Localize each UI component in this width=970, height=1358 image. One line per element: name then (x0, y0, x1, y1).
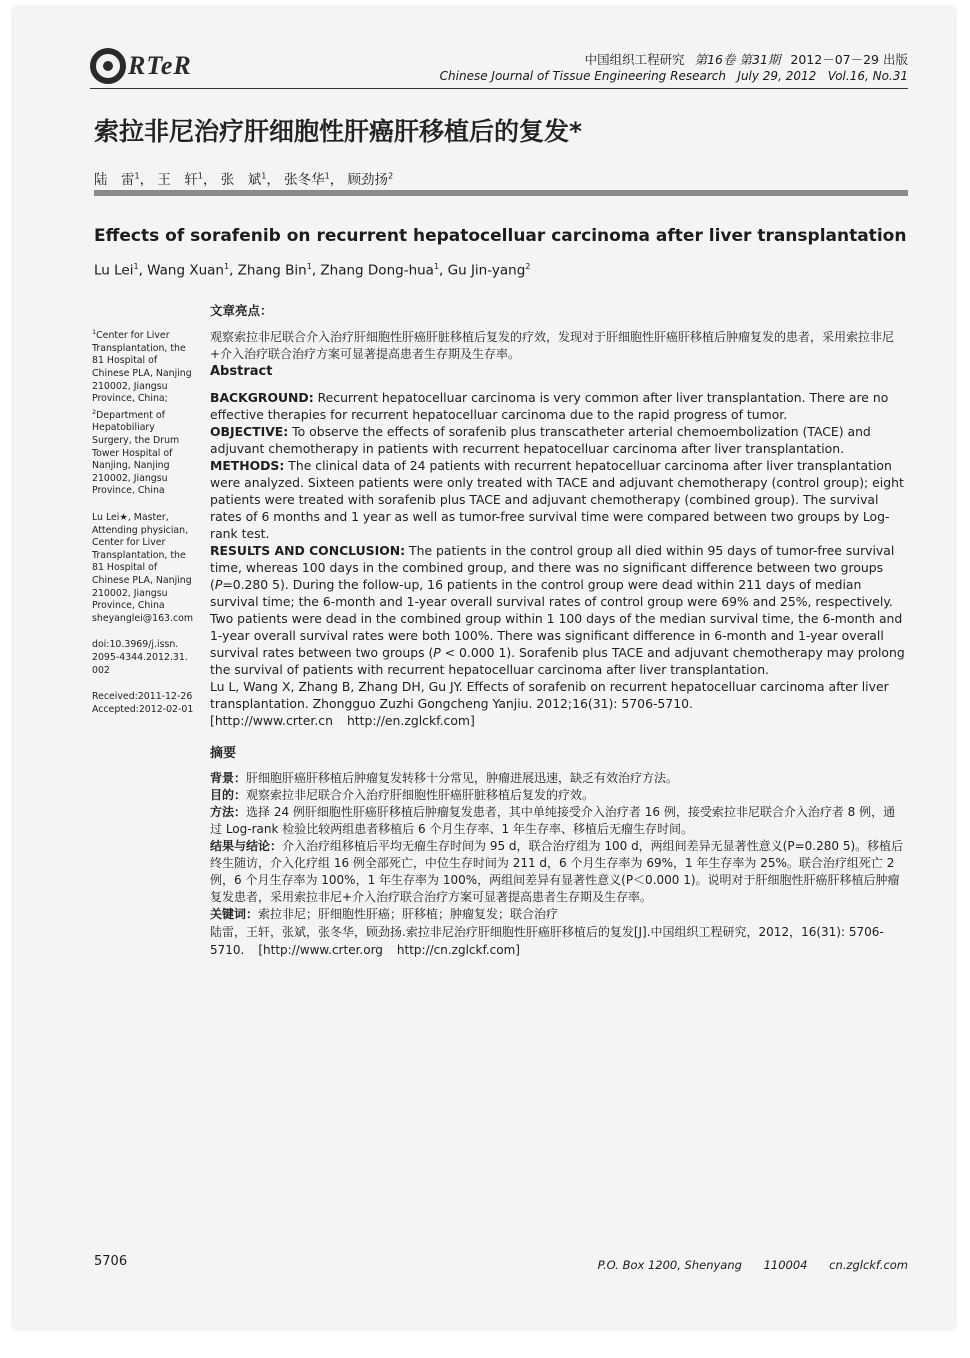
objective-text: To observe the effects of sorafenib plus transcatheter arterial chemoembolization (TACE) and adjuvant chemotherapy in patients with recurrent hepatocelluar carcinoma after liver transplantation. (210, 424, 871, 456)
affiliations (92, 326, 196, 498)
logo-text: RTeR (128, 51, 192, 80)
received-date: Received:2011-12-26 (92, 691, 193, 703)
abstract-cn-methods (210, 804, 906, 838)
logo-mark-icon (90, 48, 126, 84)
keywords (210, 906, 906, 923)
method-label-cn: 方法： (210, 805, 247, 819)
author-cn: 顾劲扬 (347, 172, 389, 188)
footer-website[interactable]: cn.zglckf.com (829, 1258, 908, 1272)
method-text-cn: 选择 24 例肝细胞性肝癌肝移植后肿瘤复发患者，其中单纯接受介入治疗者 16 例，接受索拉非尼联合介入治疗者 8 例，通过 Log-rank 检验比较两组患者移植后 6 个月生存率、1 年生存率、移植后无瘤生存时间。 (210, 805, 896, 836)
methods-text: The clinical data of 24 patients with recurrent hepatocelluar carcinoma after liver transplantation were analyzed. Sixteen patients were only treated with TACE and adjuvant chemotherapy (control group); eight patients were treated with sorafenib plus TACE and adjuvant chemotherapy (combined group). The survival rates of 6 months and 1 year as well as tumor-free survival time were compared between two groups by Log-rank test. (210, 458, 904, 541)
author-affil-sup: 1 (133, 262, 139, 271)
footer-address (580, 1258, 908, 1272)
citation-link[interactable]: [http://www.crter.org (258, 943, 383, 957)
author-affil-sup: 1 (433, 262, 440, 271)
doi: doi:10.3969/j.issn. 2095-4344.2012.31. 002 (92, 639, 188, 676)
author-note-text: Lu Lei★, Master, Attending physician, Center for Liver Transplantation, the 81 Hospital of Chinese PLA, Nanjing 210002, Jiangsu Province, China (92, 511, 192, 612)
p-symbol: P (214, 577, 223, 592)
citation-link[interactable]: [http://www.crter.cn (210, 713, 333, 728)
date-cn: 2012－07－29 出版 (790, 52, 908, 67)
journal-logo (90, 48, 192, 84)
methods-label: METHODS: (210, 458, 285, 473)
date-en: July 29, 2012 (737, 69, 817, 83)
author-affil-sup: 2 (388, 171, 394, 181)
author-affil-sup: 1 (261, 171, 267, 181)
author-cn: 陆 雷 (94, 172, 135, 188)
citation-link[interactable]: http://en.zglckf.com] (346, 713, 475, 728)
volume-en: Vol.16, No.31 (827, 69, 908, 83)
bg-text-cn: 肝细胞肝癌肝移植后肿瘤复发转移十分常见，肿瘤进展迅速，缺乏有效治疗方法。 (246, 771, 679, 785)
author-en: Zhang Bin (237, 262, 307, 279)
results-text: The patients in the control group all died within 95 days of tumor-free survival time, whereas 100 days in the combined group, and there was no significant difference between two groups ( (210, 543, 895, 592)
citation-cn-text: 陆雷，王轩，张斌，张冬华，顾劲扬.索拉非尼治疗肝细胞性肝癌肝移植后的复发[J].中国组织工程研究，2012，16(31): 5706-5710. (210, 925, 884, 957)
abstract-cn-objective (210, 787, 906, 804)
abstract-background (210, 389, 906, 423)
accepted-date: Accepted:2012-02-01 (92, 703, 194, 715)
results-label: RESULTS AND CONCLUSION: (210, 543, 406, 558)
highlights-text: 观察索拉非尼联合介入治疗肝细胞性肝癌肝脏移植后复发的疗效，发现对于肝细胞性肝癌肝移植后肿瘤复发的患者，采用索拉非尼+介入治疗联合治疗方案可显著提高患者生存期及生存率。 (210, 330, 895, 361)
author-affil-sup: 1 (197, 171, 203, 181)
dates (92, 691, 196, 716)
authors-en: Lu Lei$^1$, Wang Xuan$^1$, Zhang Bin$^1$, Zhang Dong-hua$^1$, Gu Jin-yang$^2$ (94, 262, 531, 279)
author-email: sheyanglei@163.com (92, 612, 194, 624)
section-divider (94, 190, 908, 196)
volume-cn: 第16卷 第31期 (694, 52, 781, 67)
background-text: Recurrent hepatocelluar carcinoma is very common after liver transplantation. There are no effective therapies for recurrent hepatocelluar carcinoma due to the rapid progress of tumor. (210, 390, 889, 422)
obj-text-cn: 观察索拉非尼联合介入治疗肝细胞性肝癌肝脏移植后复发的疗效。 (246, 788, 595, 802)
postal-address: P.O. Box 1200, Shenyang (597, 1258, 742, 1272)
authors-cn: 陆 雷$^1$， 王 轩$^1$， 张 斌$^1$， 张冬华$^1$， 顾劲扬$^2$ (94, 171, 394, 188)
abstract-cn-results (210, 838, 906, 906)
citation-text: Lu L, Wang X, Zhang B, Zhang DH, Gu JY. Effects of sorafenib on recurrent hepatocelluar carcinoma after liver transplantation. Zhongguo Zuzhi Gongcheng Yanjiu. 2012;16(31): 5706-5710. (210, 679, 889, 711)
p-symbol: P (433, 645, 441, 660)
affiliation-2: Department of Hepatobiliary Surgery, the Drum Tower Hospital of Nanjing, Nanjing 210002, Jiangsu Province, China (92, 409, 180, 497)
background-label: BACKGROUND: (210, 390, 314, 405)
abstract-methods (210, 457, 906, 542)
citation-cn (210, 923, 906, 959)
page-number: 5706 (94, 1254, 128, 1269)
result-label-cn: 结果与结论： (210, 839, 283, 853)
highlights-heading: 文章亮点： (210, 303, 273, 318)
author-affil-sup: 1 (306, 262, 312, 271)
obj-label-cn: 目的： (210, 788, 247, 802)
header-rule (90, 88, 908, 89)
title-en: Effects of sorafenib on recurrent hepatocelluar carcinoma after liver transplantation (94, 226, 907, 246)
abstract-cn-heading: 摘要 (210, 746, 237, 761)
keywords-label: 关键词： (210, 907, 259, 921)
author-en: Zhang Dong-hua (320, 262, 434, 279)
main-content (210, 302, 906, 959)
journal-name-cn: 中国组织工程研究 (584, 52, 685, 67)
abstract-results (210, 542, 906, 678)
affil-sup: 2 (92, 407, 97, 416)
author-note (92, 512, 196, 625)
author-affil-sup: 2 (525, 262, 531, 271)
keywords-text: 索拉非尼；肝细胞性肝癌；肝移植；肿瘤复发；联合治疗 (258, 907, 559, 921)
author-affil-sup: 1 (223, 262, 230, 271)
author-cn: 张冬华 (284, 172, 325, 188)
abstract-objective (210, 423, 906, 457)
sidebar-notes (92, 326, 196, 730)
citation-link[interactable]: http://cn.zglckf.com] (396, 943, 520, 957)
bg-label-cn: 背景： (210, 771, 247, 785)
citation-en (210, 678, 906, 729)
author-cn: 王 轩 (157, 172, 198, 188)
abstract-heading: Abstract (210, 364, 273, 379)
author-cn: 张 斌 (220, 172, 262, 188)
affil-sup: 1 (92, 328, 97, 336)
result-text-cn: 介入治疗组移植后平均无瘤生存时间为 95 d，联合治疗组为 100 d，两组间差异无显著性意义(P=0.280 5)。移植后终生随访，介入化疗组 16 例全部死亡，中位生存时间为 211 d，6 个月生存率为 69%，1 年生存率为 25%。联合治疗组死亡 2 例，6 个月生存率为 100%，1 年生存率为 100%，两组间差异有显著性意义(P＜0.000 1)。说明对于肝细胞性肝癌肝移植后肿瘤复发患者，采用索拉非尼+介入治疗联合治疗方案可显著提高患者生存期及生存率。 (210, 839, 904, 904)
author-affil-sup: 1 (324, 171, 330, 181)
journal-page (14, 8, 954, 1328)
author-affil-sup: 1 (134, 171, 140, 181)
abstract-cn-background (210, 770, 906, 787)
author-en: Wang Xuan (147, 262, 224, 279)
results-text: =0.280 5). During the follow-up, 16 patients in the control group were dead within 211 days of median survival time; the 6-month and 1-year overall survival rates of control group were 69% and 25%, respectively. Two patients were dead in the combined group within 1 100 days of the median survival time, the 6-month and 1-year overall survival rates were both 100%. There was significant difference in 6-month and 1-year overall survival rates between two groups ( (210, 577, 903, 660)
journal-name-en: Chinese Journal of Tissue Engineering Research (439, 69, 726, 83)
title-cn: 索拉非尼治疗肝细胞性肝癌肝移植后的复发* (94, 117, 583, 146)
results-text: < 0.000 1). Sorafenib plus TACE and adjuvant chemotherapy may prolong the survival of patients with recurrent hepatocelluar carcinoma after liver transplantation. (210, 645, 905, 677)
affiliation-1: Center for Liver Transplantation, the 81 Hospital of Chinese PLA, Nanjing 210002, Jiangsu Province, China; (92, 330, 192, 405)
postal-code: 110004 (763, 1258, 808, 1272)
objective-label: OBJECTIVE: (210, 424, 289, 439)
author-en: Lu Lei (94, 262, 134, 279)
journal-header (440, 52, 908, 84)
author-en: Gu Jin-yang (447, 262, 526, 279)
